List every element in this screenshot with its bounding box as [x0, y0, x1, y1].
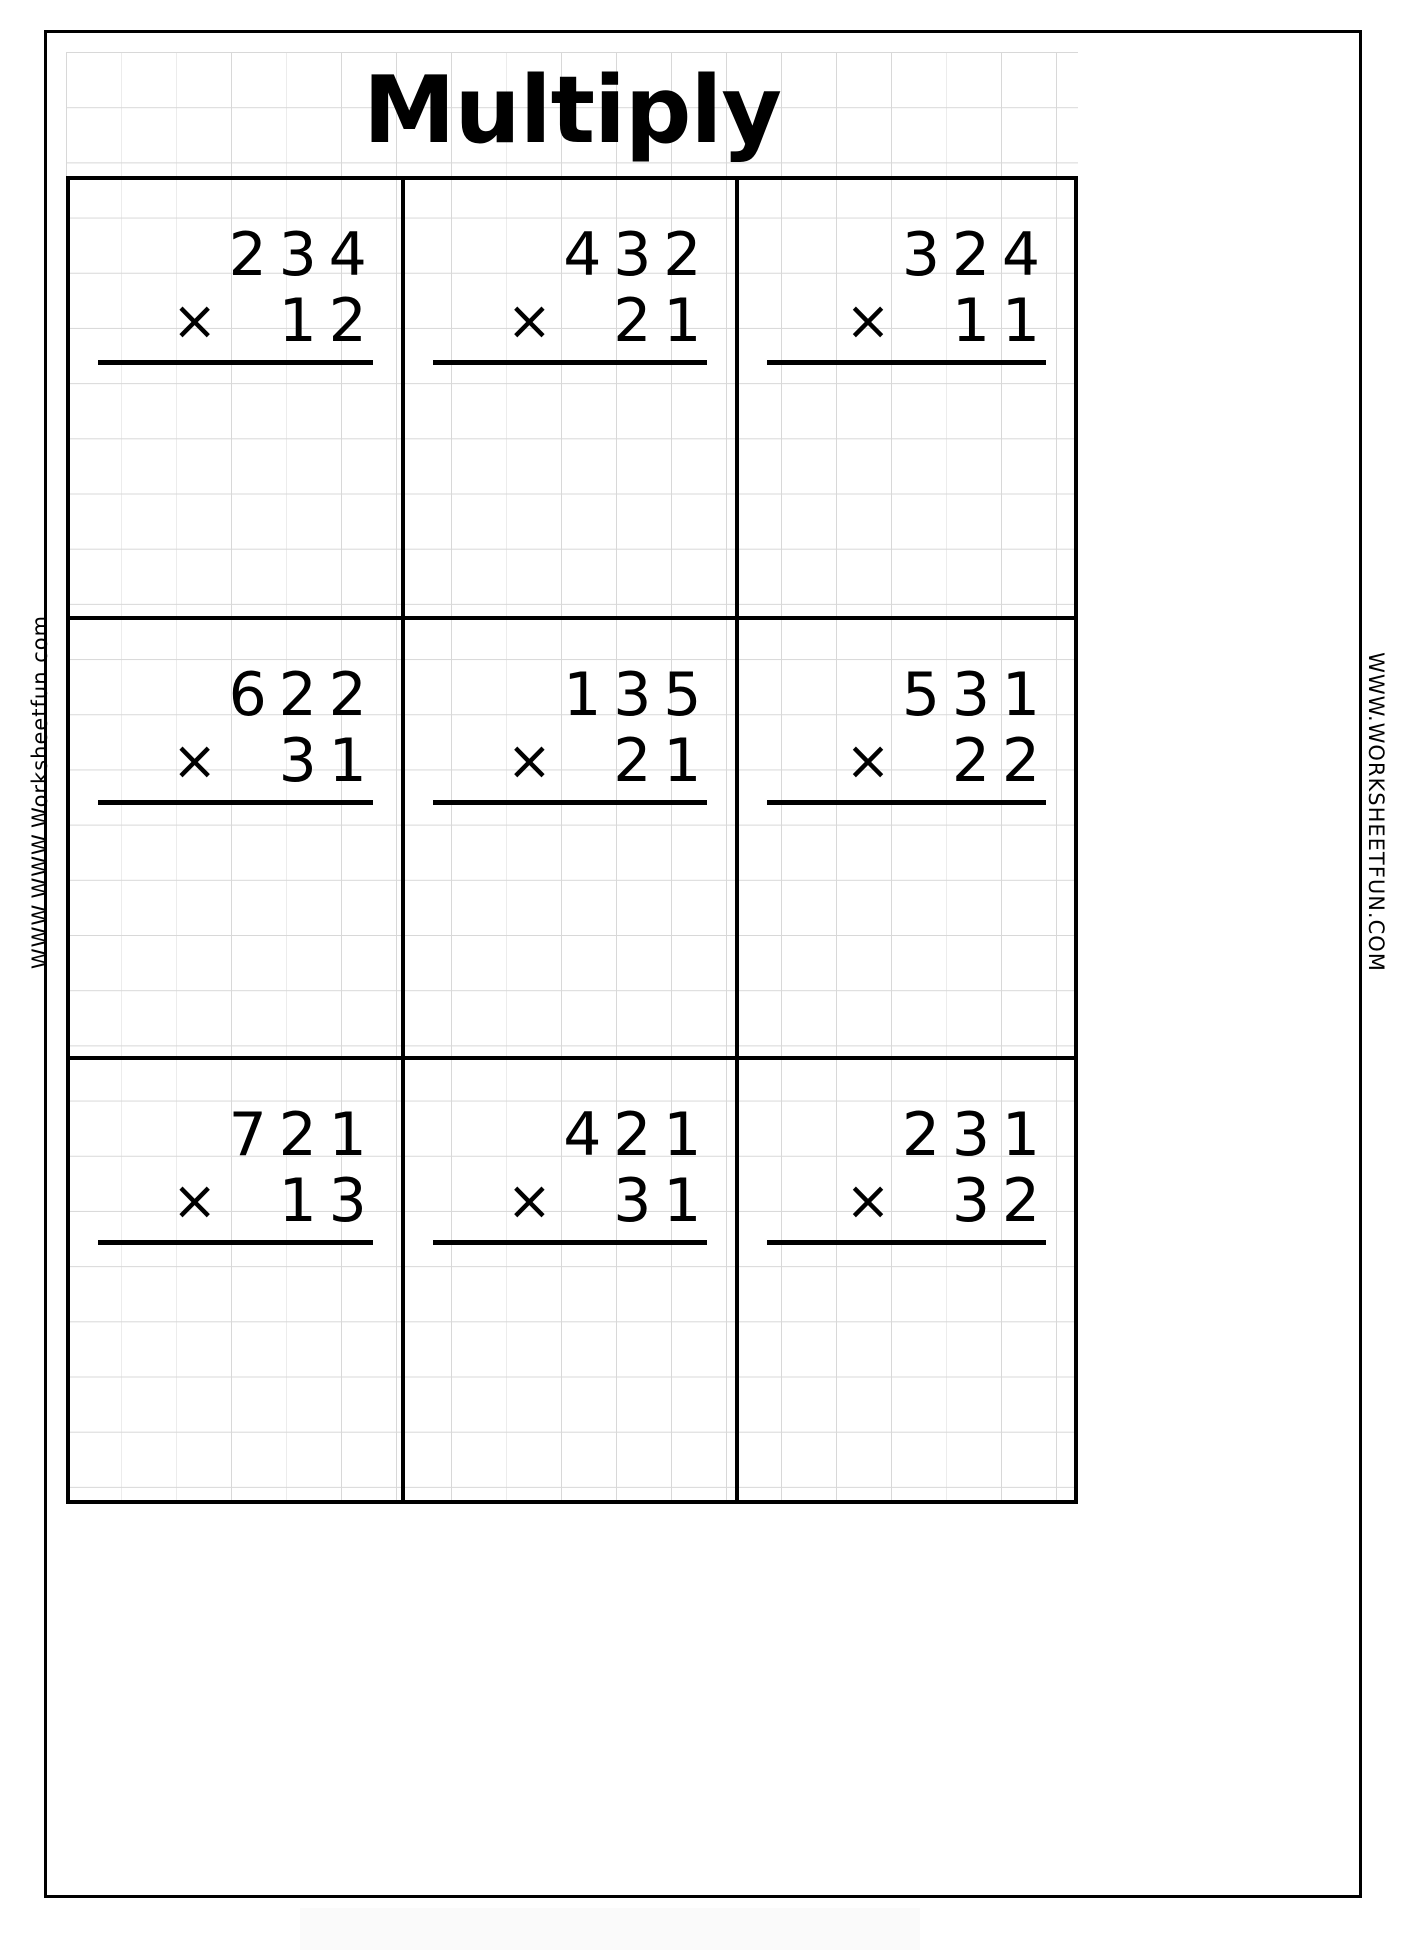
multiply-icon: × — [506, 289, 552, 352]
problem-4-bottom-row — [70, 728, 401, 794]
problem-cell-5[interactable] — [405, 620, 740, 1060]
problem-cell-9[interactable] — [739, 1060, 1074, 1500]
problem-2-bottom-row — [405, 288, 736, 354]
problem-2-top-digit-2: 3 — [613, 220, 652, 290]
problem-9-bottom-row — [739, 1168, 1074, 1234]
problem-4-top-digit-1: 6 — [228, 660, 267, 730]
problem-1-bottom-digit-1: 1 — [278, 286, 317, 356]
problem-1-answer-rule — [98, 360, 373, 365]
problem-5-bottom-digit-1: 2 — [613, 726, 652, 796]
problem-9-top-row — [739, 1102, 1074, 1168]
problem-9-top-digit-3: 1 — [1001, 1100, 1041, 1170]
problem-cell-8[interactable] — [405, 1060, 740, 1500]
problem-2-bottom-digit-1: 2 — [613, 286, 652, 356]
problem-4-bottom-digit-2: 1 — [328, 726, 367, 796]
page-title: Multiply — [362, 56, 782, 164]
problem-6-top-digit-3: 1 — [1001, 660, 1041, 730]
problem-1-bottom-row — [70, 288, 401, 354]
problem-6-top-digit-2: 3 — [951, 660, 991, 730]
multiply-icon: × — [845, 1169, 891, 1232]
problem-6-top-digit-1: 5 — [901, 660, 941, 730]
problem-3-top-row — [739, 222, 1074, 288]
multiply-icon: × — [845, 729, 891, 792]
problem-cell-2[interactable] — [405, 180, 740, 620]
multiply-icon: × — [506, 1169, 552, 1232]
problem-8-top-row — [405, 1102, 736, 1168]
problem-6-bottom-digit-2: 2 — [1001, 726, 1041, 796]
problem-7-top-digit-2: 2 — [278, 1100, 317, 1170]
problem-7-top-row — [70, 1102, 401, 1168]
problem-cell-4[interactable] — [70, 620, 405, 1060]
problem-9-top-digit-2: 3 — [951, 1100, 991, 1170]
problem-5 — [405, 662, 736, 805]
problem-4-bottom-digit-1: 3 — [278, 726, 317, 796]
problem-3-bottom-digit-2: 1 — [1001, 286, 1041, 356]
problem-6 — [739, 662, 1074, 805]
problem-5-bottom-digit-2: 1 — [663, 726, 702, 796]
multiply-icon: × — [172, 729, 218, 792]
problem-cell-1[interactable] — [70, 180, 405, 620]
problem-4 — [70, 662, 401, 805]
bottom-strip — [300, 1908, 920, 1950]
problem-8-bottom-digit-1: 3 — [613, 1166, 652, 1236]
problem-2-top-digit-1: 4 — [563, 220, 602, 290]
problem-4-top-digit-2: 2 — [278, 660, 317, 730]
problem-3-answer-rule — [767, 360, 1046, 365]
problem-3 — [739, 222, 1074, 365]
problem-4-top-row — [70, 662, 401, 728]
problem-1-top-digit-1: 2 — [228, 220, 267, 290]
problem-9-bottom-digit-1: 3 — [951, 1166, 991, 1236]
problem-8 — [405, 1102, 736, 1245]
problem-2 — [405, 222, 736, 365]
problem-4-answer-rule — [98, 800, 373, 805]
problem-2-bottom-digit-2: 1 — [663, 286, 702, 356]
problem-9-top-digit-1: 2 — [901, 1100, 941, 1170]
problem-3-top-digit-3: 4 — [1001, 220, 1041, 290]
problems-grid — [66, 176, 1078, 1504]
problem-9 — [739, 1102, 1074, 1245]
problem-5-answer-rule — [433, 800, 708, 805]
problem-8-answer-rule — [433, 1240, 708, 1245]
problem-7-bottom-digit-2: 3 — [328, 1166, 367, 1236]
problem-7 — [70, 1102, 401, 1245]
multiply-icon: × — [172, 1169, 218, 1232]
problem-4-top-digit-3: 2 — [328, 660, 367, 730]
problem-7-bottom-digit-1: 1 — [278, 1166, 317, 1236]
problem-cell-3[interactable] — [739, 180, 1074, 620]
problem-3-bottom-digit-1: 1 — [951, 286, 991, 356]
problem-7-answer-rule — [98, 1240, 373, 1245]
problem-6-top-row — [739, 662, 1074, 728]
multiply-icon: × — [506, 729, 552, 792]
problem-1-bottom-digit-2: 2 — [328, 286, 367, 356]
problem-5-top-row — [405, 662, 736, 728]
problem-1-top-row — [70, 222, 401, 288]
multiply-icon: × — [845, 289, 891, 352]
problem-3-top-digit-1: 3 — [901, 220, 941, 290]
problem-8-bottom-digit-2: 1 — [663, 1166, 702, 1236]
problem-8-bottom-row — [405, 1168, 736, 1234]
problem-8-top-digit-2: 2 — [613, 1100, 652, 1170]
problem-6-bottom-row — [739, 728, 1074, 794]
multiply-icon: × — [172, 289, 218, 352]
problem-2-top-row — [405, 222, 736, 288]
problem-7-top-digit-3: 1 — [328, 1100, 367, 1170]
problem-3-top-digit-2: 2 — [951, 220, 991, 290]
problem-5-bottom-row — [405, 728, 736, 794]
watermark-right: WWW.WORKSHEETFUN.COM — [1364, 652, 1388, 972]
problem-1-top-digit-2: 3 — [278, 220, 317, 290]
problem-cell-6[interactable] — [739, 620, 1074, 1060]
problem-8-top-digit-3: 1 — [663, 1100, 702, 1170]
problem-6-answer-rule — [767, 800, 1046, 805]
problem-cell-7[interactable] — [70, 1060, 405, 1500]
watermark-left: WWW.WWW.Worksheetfun.com — [28, 614, 52, 970]
problem-2-top-digit-3: 2 — [663, 220, 702, 290]
problem-9-answer-rule — [767, 1240, 1046, 1245]
problem-5-top-digit-2: 3 — [613, 660, 652, 730]
problem-2-answer-rule — [433, 360, 708, 365]
problem-5-top-digit-1: 1 — [563, 660, 602, 730]
problem-9-bottom-digit-2: 2 — [1001, 1166, 1041, 1236]
problem-1 — [70, 222, 401, 365]
problem-7-top-digit-1: 7 — [228, 1100, 267, 1170]
problem-7-bottom-row — [70, 1168, 401, 1234]
problem-3-bottom-row — [739, 288, 1074, 354]
problem-6-bottom-digit-1: 2 — [951, 726, 991, 796]
problem-1-top-digit-3: 4 — [328, 220, 367, 290]
problem-8-top-digit-1: 4 — [563, 1100, 602, 1170]
problem-5-top-digit-3: 5 — [663, 660, 702, 730]
